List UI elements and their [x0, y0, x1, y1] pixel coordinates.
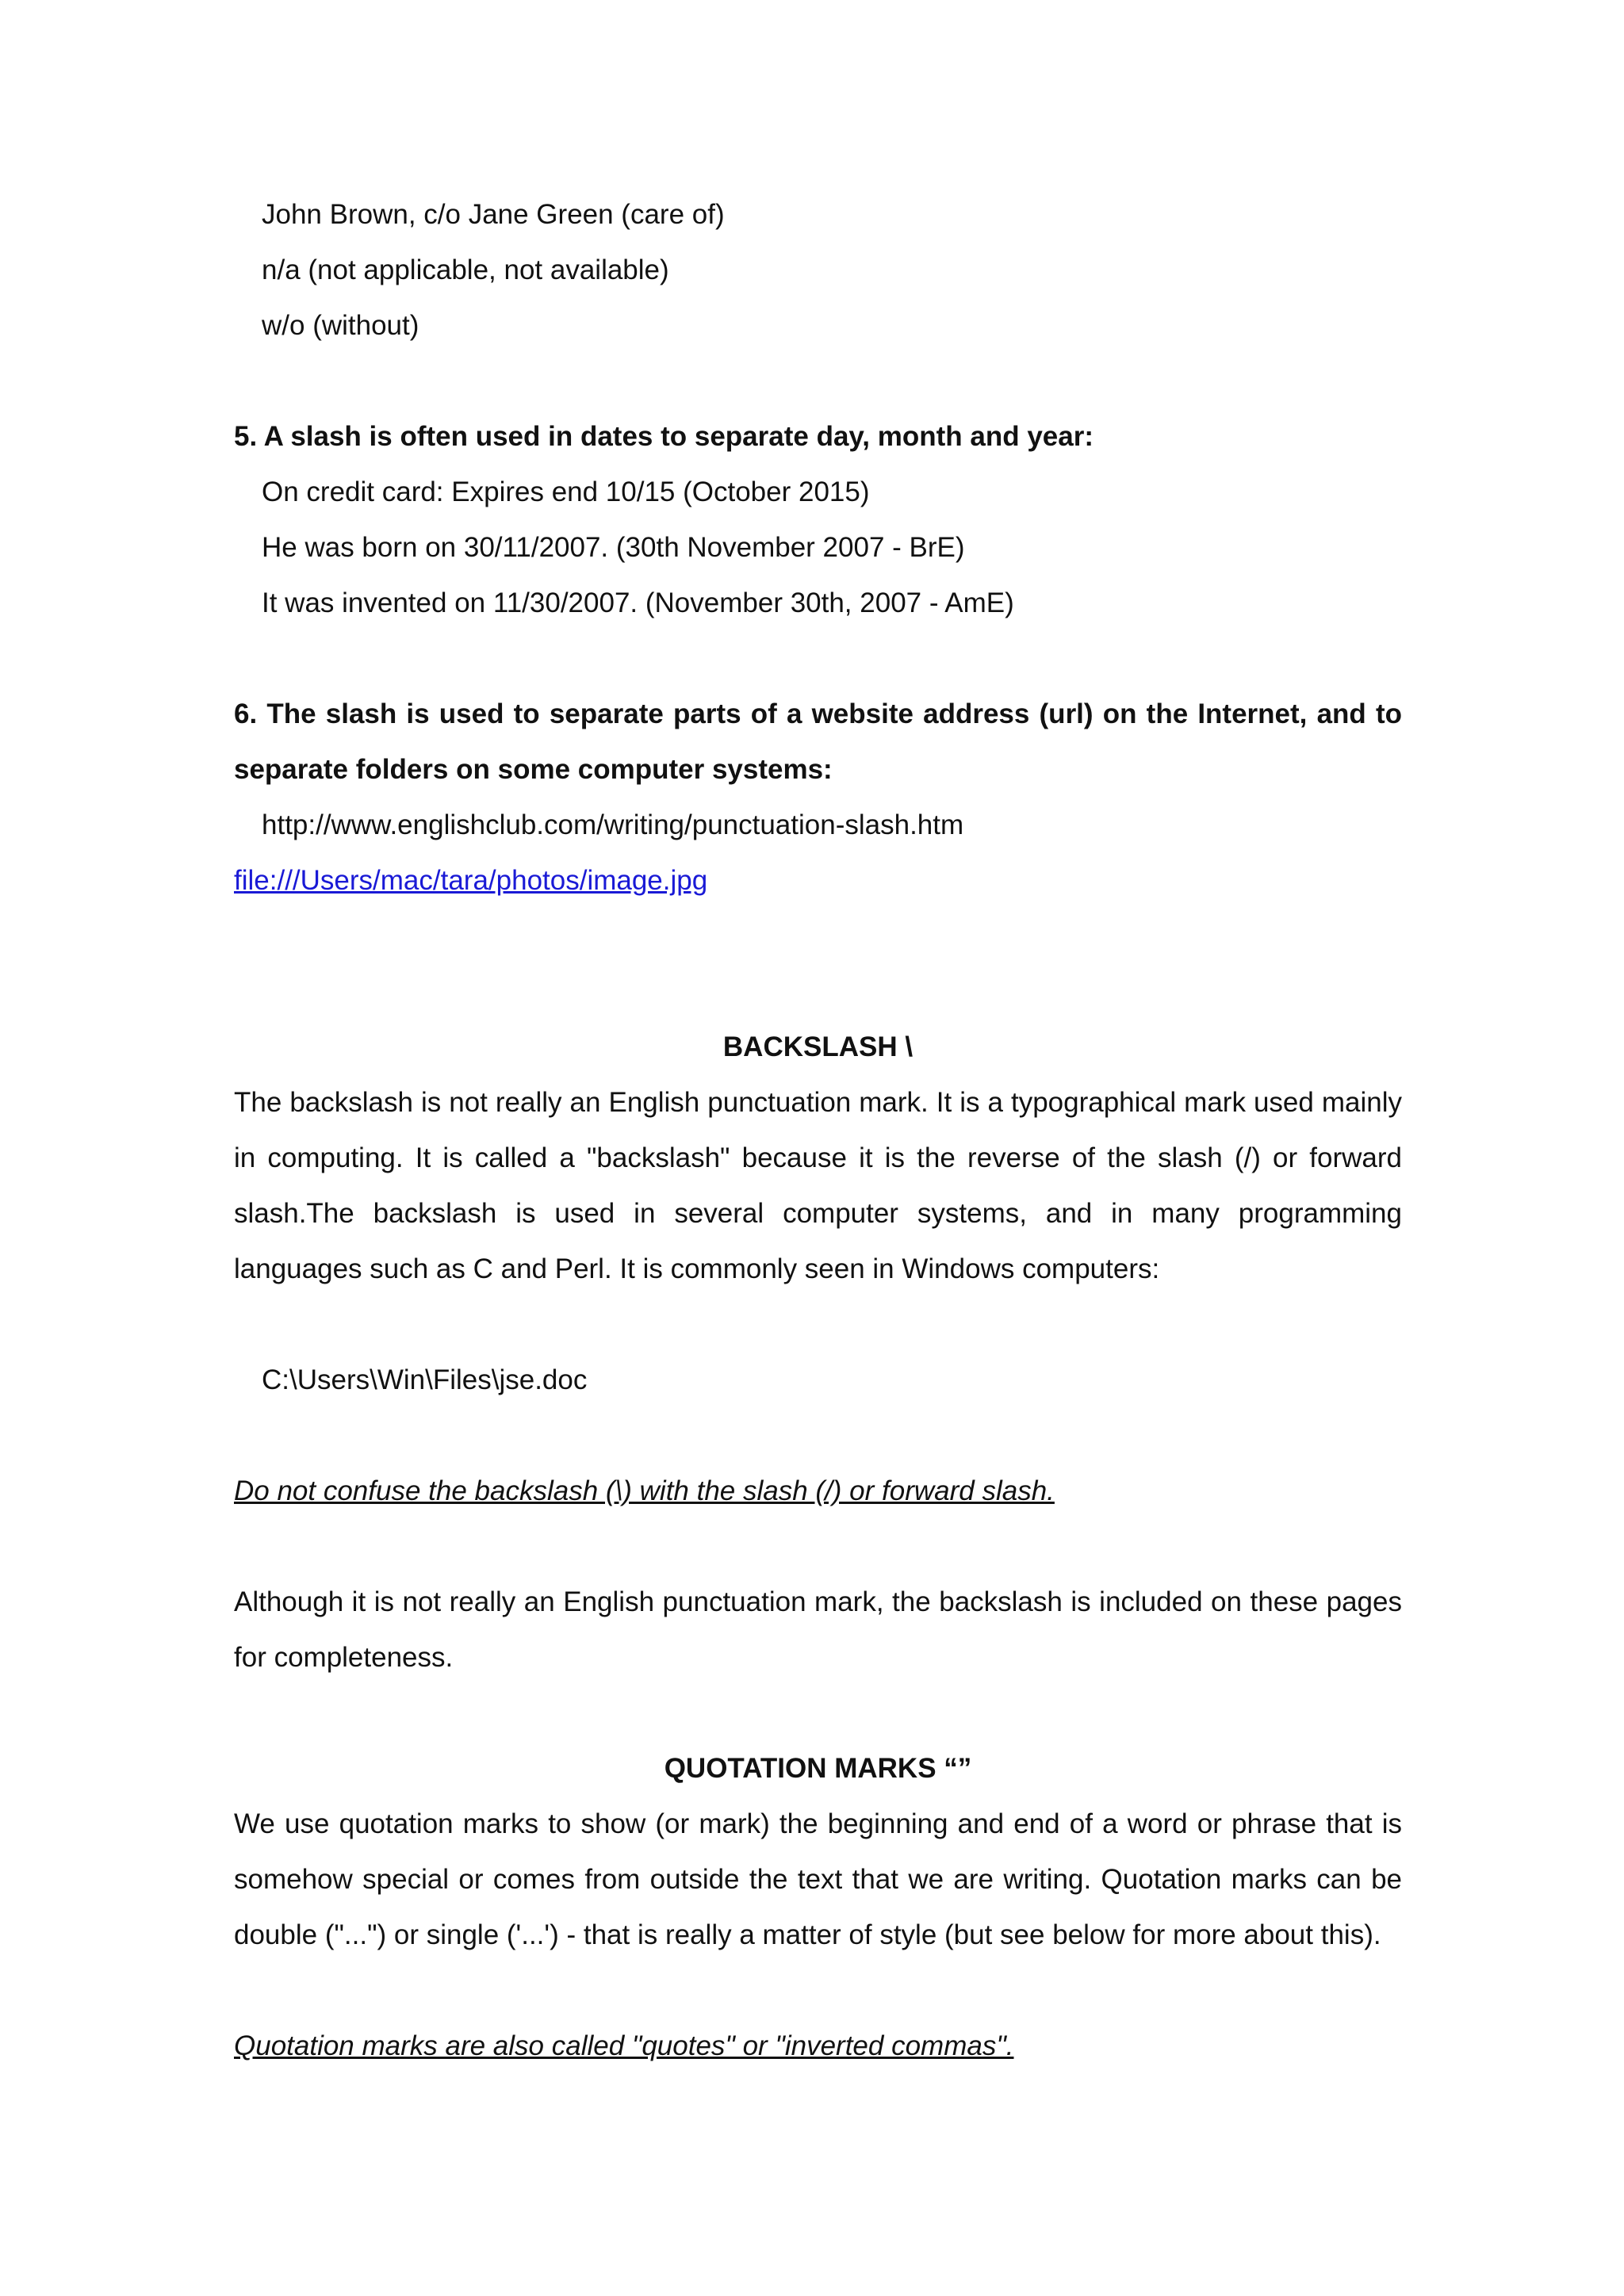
quotation-marks-title: QUOTATION MARKS “”	[664, 1753, 972, 1784]
windows-path-example: C:\Users\Win\Files\jse.doc	[262, 1364, 588, 1395]
backslash-title: BACKSLASH \	[722, 1031, 914, 1062]
spacer	[234, 1408, 1402, 1464]
url-example: http://www.englishclub.com/writing/punctuation-slash.htm	[262, 809, 964, 840]
quotation-marks-paragraph: We use quotation marks to show (or mark) the beginning and end of a word or phrase that is somehow special or comes from outside the text that we are writing. Quotation marks can be double ("...") or single ('...') - that is really a matter of style (but see below for more about this).	[234, 1808, 1402, 1950]
backslash-note-line	[234, 1464, 1402, 1519]
section-6-heading: 6. The slash is used to separate parts of a website address (url) on the Internet, and to separate folders on some computer systems:	[234, 698, 1402, 785]
backslash-paragraph: The backslash is not really an English punctuation mark. It is a typographical mark used mainly in computing. It is called a "backslash" because it is the reverse of the slash (/) or forward slash.The backslash is used in several computer systems, and in many programming languages such as C and Perl. It is commonly seen in Windows computers:	[234, 1087, 1402, 1284]
abbreviation-example-without: w/o (without)	[262, 310, 419, 341]
spacer	[234, 631, 1402, 687]
section-5-heading: 5. A slash is often used in dates to separate day, month and year:	[234, 421, 1094, 452]
backslash-closing: Although it is not really an English punctuation mark, the backslash is included on these pages for completeness.	[234, 1586, 1402, 1673]
abbreviation-example-care-of: John Brown, c/o Jane Green (care of)	[262, 199, 725, 230]
abbreviation-example-not-applicable: n/a (not applicable, not available)	[262, 254, 669, 285]
file-link[interactable]: file:///Users/mac/tara/photos/image.jpg	[234, 865, 708, 896]
quotation-note: Quotation marks are also called "quotes" or "inverted commas".	[234, 2030, 1014, 2061]
date-example-ame: It was invented on 11/30/2007. (November 30th, 2007 - AmE)	[262, 587, 1014, 618]
spacer	[234, 909, 1402, 1020]
quotation-note-line	[234, 2019, 1402, 2074]
spacer	[234, 1519, 1402, 1575]
backslash-note: Do not confuse the backslash (\) with the slash (/) or forward slash.	[234, 1475, 1055, 1506]
spacer	[234, 354, 1402, 409]
file-link-line	[234, 853, 1402, 909]
spacer	[234, 1686, 1402, 1741]
page-content	[234, 187, 1402, 2074]
spacer	[234, 1297, 1402, 1353]
spacer	[234, 1963, 1402, 2019]
date-example-bre: He was born on 30/11/2007. (30th November 2007 - BrE)	[262, 532, 965, 563]
date-example-credit-card: On credit card: Expires end 10/15 (October 2015)	[262, 476, 870, 507]
